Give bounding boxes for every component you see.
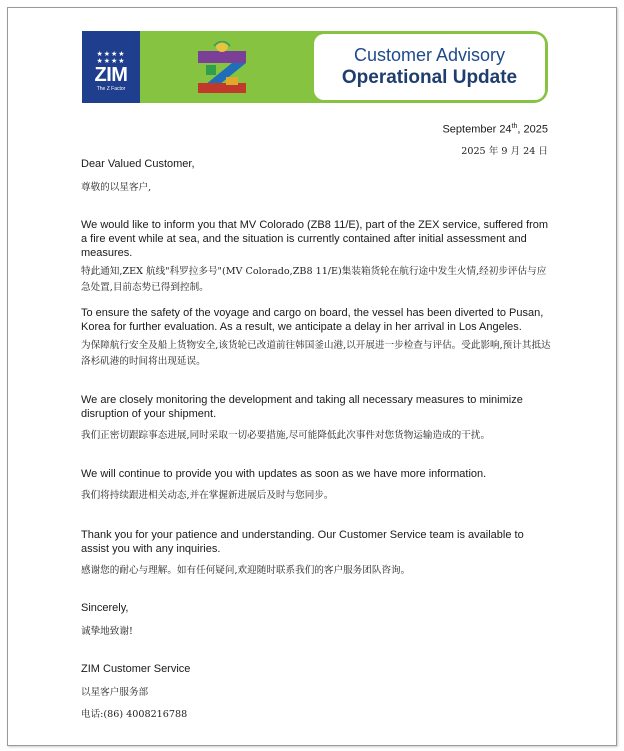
- logo-word: ZIM: [94, 64, 128, 86]
- greeting-cn: 尊敬的以星客户,: [81, 182, 152, 193]
- paragraph-4-en: We will continue to provide you with updates as soon as we have more information.: [81, 468, 487, 480]
- greeting: [81, 157, 551, 193]
- paragraph-2-cn: 为保障航行安全及船上货物安全,该货轮已改道前往韩国釜山港,以开展进一步检查与评估。受此影响,预计其抵达洛杉矶港的时间将出现延误。: [81, 340, 551, 367]
- letter-date: [442, 116, 548, 162]
- paragraph-1-en: We would like to inform you that MV Colorado (ZB8 11/E), part of the ZEX service, suffered from a fire event while at sea, and the situation is currently contained after initial assessment and measures.: [81, 219, 549, 259]
- paragraph-3-cn: 我们正密切跟踪事态进展,同时采取一切必要措施,尽可能降低此次事件对您货物运输造成的干扰。: [81, 430, 491, 441]
- paragraph-5-en: Thank you for your patience and understanding. Our Customer Service team is available to assist you with any inquiries.: [81, 529, 524, 555]
- advisory-banner: [82, 31, 548, 103]
- signature: [81, 662, 551, 720]
- paragraph-5: [81, 528, 551, 576]
- logo-tagline: The Z Factor: [96, 86, 126, 92]
- banner-title-line1: Customer Advisory: [353, 45, 506, 65]
- banner-title-panel: [314, 34, 545, 100]
- paragraph-3: [81, 393, 551, 441]
- paragraph-4: [81, 467, 551, 501]
- signature-phone: 电话:(86) 4008216788: [81, 709, 188, 720]
- closing: [81, 601, 551, 637]
- paragraph-5-cn: 感谢您的耐心与理解。如有任何疑问,欢迎随时联系我们的客户服务团队咨询。: [81, 565, 411, 576]
- paragraph-2-en: To ensure the safety of the voyage and cargo on board, the vessel has been diverted to Pusan, Korea for further evaluation. As a result, we anticipate a delay in her arrival in Los Angeles.: [81, 307, 544, 333]
- signature-cn: 以星客户服务部: [81, 687, 149, 698]
- closing-en: Sincerely,: [81, 602, 129, 614]
- greeting-en: Dear Valued Customer,: [81, 158, 195, 170]
- paragraph-3-en: We are closely monitoring the development and taking all necessary measures to minimize disruption of your shipment.: [81, 394, 523, 420]
- logo-stars: ★★★★ ★★★★: [96, 51, 126, 65]
- paragraph-1-cn: 特此通知,ZEX 航线"科罗拉多号"(MV Colorado,ZB8 11/E)集装箱货轮在航行途中发生火情,经初步评估与应急处置,目前态势已得到控制。: [81, 266, 547, 293]
- z-factor-emblem-icon: [192, 37, 252, 97]
- paragraph-4-cn: 我们将持续跟进相关动态,并在掌握新进展后及时与您同步。: [81, 490, 334, 501]
- banner-title-line2: Operational Update: [341, 67, 518, 88]
- zim-logo: [82, 31, 140, 103]
- date-en: September 24th, 2025: [442, 123, 548, 136]
- closing-cn: 诚挚地致谢!: [81, 626, 133, 637]
- signature-en: ZIM Customer Service: [81, 663, 191, 675]
- date-cn: 2025 年 9 月 24 日: [461, 145, 548, 157]
- paragraph-2: [81, 306, 551, 370]
- paragraph-1: [81, 218, 551, 296]
